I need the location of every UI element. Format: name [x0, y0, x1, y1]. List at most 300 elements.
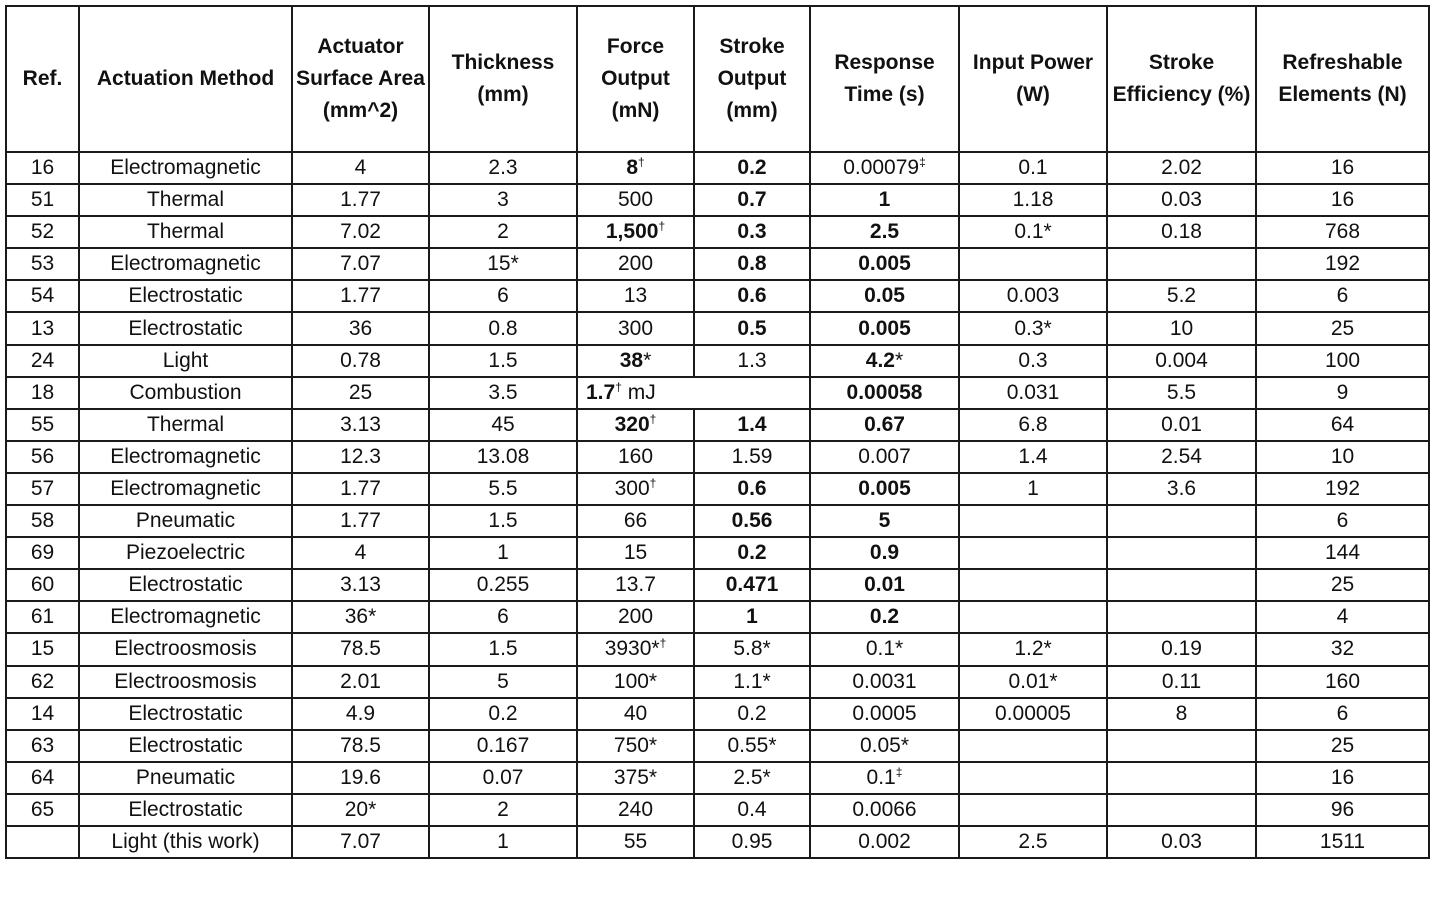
cell-thickness — [429, 505, 577, 537]
cell-value: 32 — [1330, 637, 1355, 661]
cell-suffix: * — [643, 348, 652, 372]
cell-response-time — [810, 505, 959, 537]
table-row — [6, 505, 1429, 537]
footnote-mark: † — [649, 475, 657, 490]
cell-stroke-efficiency — [1107, 377, 1256, 409]
cell-ref — [6, 345, 79, 377]
cell-force-output — [577, 794, 694, 826]
cell-value: 18 — [30, 380, 55, 404]
cell-value: 100 — [1324, 348, 1361, 372]
cell-surface-area — [292, 441, 429, 473]
cell-force-output — [577, 377, 810, 409]
cell-actuation-method — [79, 216, 292, 248]
cell-value: 1511 — [1319, 830, 1366, 854]
cell-ref — [6, 601, 79, 633]
cell-value: 1.18 — [1012, 188, 1054, 212]
cell-value: 0.03 — [1161, 188, 1202, 212]
cell-input-power — [959, 826, 1107, 858]
cell-input-power — [959, 152, 1107, 184]
cell-value: 0.031 — [1006, 380, 1060, 404]
cell-response-time — [810, 312, 959, 344]
cell-value: 1.77 — [340, 284, 381, 308]
cell-value: 1,500 — [605, 220, 659, 244]
cell-value: 0.78 — [340, 348, 381, 372]
cell-ref — [6, 152, 79, 184]
cell-value: 2.5* — [733, 765, 771, 789]
cell-value: 8 — [626, 156, 638, 180]
header-surface-area: Actuator Surface Area (mm^2) — [292, 6, 429, 152]
cell-force-output — [577, 826, 694, 858]
cell-value: 60 — [30, 573, 55, 597]
cell-value: 5.5 — [1166, 380, 1197, 404]
cell-surface-area — [292, 377, 429, 409]
cell-value: 36 — [348, 316, 373, 340]
cell-surface-area — [292, 216, 429, 248]
cell-surface-area — [292, 537, 429, 569]
cell-value: 53 — [30, 252, 55, 276]
cell-value: 0.01* — [1008, 669, 1058, 693]
cell-input-power — [959, 569, 1107, 601]
cell-refreshable-elements — [1256, 248, 1429, 280]
cell-value: Electromagnetic — [110, 476, 261, 500]
cell-stroke-efficiency — [1107, 184, 1256, 216]
cell-response-time — [810, 762, 959, 794]
cell-value: 55 — [30, 412, 55, 436]
cell-thickness — [429, 537, 577, 569]
cell-thickness — [429, 569, 577, 601]
cell-thickness — [429, 441, 577, 473]
cell-value: 25 — [348, 380, 373, 404]
cell-stroke-efficiency — [1107, 505, 1256, 537]
cell-value: 5 — [878, 509, 891, 533]
cell-input-power — [959, 537, 1107, 569]
cell-value: 2.02 — [1161, 156, 1202, 180]
cell-refreshable-elements — [1256, 377, 1429, 409]
cell-value: 6 — [1336, 701, 1349, 725]
cell-value: 768 — [1324, 220, 1361, 244]
cell-value: 375* — [613, 765, 658, 789]
cell-stroke-output — [694, 505, 810, 537]
table-row — [6, 441, 1429, 473]
cell-value: 3 — [497, 188, 509, 212]
cell-value: 0.1* — [865, 637, 904, 661]
cell-value: 8 — [1175, 701, 1188, 725]
cell-thickness — [429, 473, 577, 505]
cell-value: 0.56 — [731, 509, 773, 533]
actuator-comparison-table — [5, 5, 1430, 859]
cell-actuation-method — [79, 505, 292, 537]
cell-response-time — [810, 184, 959, 216]
cell-value: 58 — [30, 509, 55, 533]
cell-value: 2 — [497, 797, 509, 821]
cell-stroke-output — [694, 537, 810, 569]
cell-value: 4 — [354, 541, 367, 565]
cell-stroke-efficiency — [1107, 280, 1256, 312]
cell-ref — [6, 698, 79, 730]
cell-value: Electrostatic — [128, 573, 243, 597]
cell-response-time — [810, 473, 959, 505]
cell-value: 1.5 — [488, 637, 518, 661]
cell-stroke-output — [694, 666, 810, 698]
cell-response-time — [810, 537, 959, 569]
cell-value: 1 — [497, 830, 509, 854]
table-row — [6, 762, 1429, 794]
cell-actuation-method — [79, 730, 292, 762]
cell-stroke-efficiency — [1107, 248, 1256, 280]
cell-value: 0.11 — [1161, 669, 1202, 693]
cell-stroke-efficiency — [1107, 569, 1256, 601]
cell-value: 25 — [1330, 573, 1355, 597]
cell-value: 6 — [497, 605, 509, 629]
cell-actuation-method — [79, 441, 292, 473]
cell-value: 4.2 — [865, 348, 895, 372]
cell-stroke-efficiency — [1107, 601, 1256, 633]
cell-ref — [6, 537, 79, 569]
cell-value: 0.00058 — [846, 380, 923, 404]
cell-value: 36* — [344, 605, 377, 629]
cell-stroke-output — [694, 473, 810, 505]
cell-value: 5.2 — [1166, 284, 1197, 308]
cell-surface-area — [292, 248, 429, 280]
cell-value: 1.4 — [737, 412, 767, 436]
table-row — [6, 409, 1429, 441]
cell-value: 13.08 — [476, 444, 530, 468]
table-row — [6, 698, 1429, 730]
cell-surface-area — [292, 698, 429, 730]
cell-ref — [6, 409, 79, 441]
cell-refreshable-elements — [1256, 280, 1429, 312]
cell-refreshable-elements — [1256, 216, 1429, 248]
cell-value: 9 — [1336, 380, 1349, 404]
cell-value: 16 — [1330, 765, 1355, 789]
cell-stroke-efficiency — [1107, 473, 1256, 505]
cell-value: Electrostatic — [128, 733, 243, 757]
cell-value: Electrostatic — [128, 797, 243, 821]
cell-value: 500 — [617, 188, 654, 212]
cell-response-time — [810, 601, 959, 633]
cell-refreshable-elements — [1256, 409, 1429, 441]
cell-ref — [6, 473, 79, 505]
cell-surface-area — [292, 601, 429, 633]
cell-value: 40 — [623, 701, 648, 725]
cell-value: 0.95 — [731, 830, 773, 854]
cell-value: 78.5 — [340, 637, 381, 661]
header-ref: Ref. — [6, 6, 79, 152]
cell-thickness — [429, 280, 577, 312]
cell-stroke-output — [694, 601, 810, 633]
cell-value: 45 — [491, 412, 515, 436]
cell-ref — [6, 633, 79, 665]
table-row — [6, 633, 1429, 665]
cell-value: 0.6 — [737, 284, 767, 308]
cell-thickness — [429, 826, 577, 858]
cell-value: 5 — [497, 669, 509, 693]
cell-suffix: * — [895, 348, 904, 372]
cell-stroke-output — [694, 441, 810, 473]
cell-value: 5.5 — [488, 476, 518, 500]
cell-thickness — [429, 312, 577, 344]
cell-value: 0.255 — [476, 573, 530, 597]
cell-stroke-efficiency — [1107, 826, 1256, 858]
cell-value: 0.0005 — [852, 701, 917, 725]
cell-value: 3.6 — [1166, 476, 1197, 500]
cell-value: 0.2 — [869, 605, 900, 629]
cell-value: 25 — [1330, 733, 1355, 757]
table-row — [6, 377, 1429, 409]
cell-value: 1.77 — [340, 509, 381, 533]
cell-value: 6 — [1336, 284, 1349, 308]
cell-surface-area — [292, 569, 429, 601]
cell-value: 63 — [30, 733, 55, 757]
cell-value: 0.005 — [858, 476, 911, 500]
cell-refreshable-elements — [1256, 794, 1429, 826]
cell-stroke-output — [694, 730, 810, 762]
cell-input-power — [959, 762, 1107, 794]
cell-ref — [6, 826, 79, 858]
cell-value: Combustion — [129, 380, 242, 404]
cell-actuation-method — [79, 152, 292, 184]
cell-suffix: mJ — [621, 380, 656, 404]
cell-thickness — [429, 409, 577, 441]
cell-stroke-output — [694, 248, 810, 280]
cell-value: 57 — [30, 476, 55, 500]
cell-stroke-output — [694, 794, 810, 826]
table-row — [6, 312, 1429, 344]
cell-value: Electromagnetic — [110, 156, 261, 180]
cell-actuation-method — [79, 280, 292, 312]
header-row — [6, 6, 1429, 152]
cell-thickness — [429, 248, 577, 280]
cell-response-time — [810, 698, 959, 730]
cell-surface-area — [292, 730, 429, 762]
cell-value: 0.3 — [737, 220, 767, 244]
cell-value: 1.77 — [340, 476, 381, 500]
cell-value: 0.00079 — [843, 156, 920, 180]
cell-input-power — [959, 280, 1107, 312]
cell-actuation-method — [79, 537, 292, 569]
cell-force-output — [577, 666, 694, 698]
cell-value: 15 — [623, 541, 648, 565]
cell-thickness — [429, 601, 577, 633]
cell-stroke-output — [694, 312, 810, 344]
cell-value: 3.5 — [488, 380, 518, 404]
cell-value: 1.3 — [737, 348, 767, 372]
table-row — [6, 730, 1429, 762]
cell-value: 2.5 — [869, 220, 900, 244]
cell-response-time — [810, 377, 959, 409]
cell-ref — [6, 794, 79, 826]
cell-value: 0.0031 — [852, 669, 917, 693]
cell-value: 51 — [30, 188, 55, 212]
cell-surface-area — [292, 633, 429, 665]
cell-refreshable-elements — [1256, 473, 1429, 505]
cell-value: 4 — [354, 156, 367, 180]
cell-value: 0.167 — [476, 733, 530, 757]
cell-actuation-method — [79, 794, 292, 826]
cell-ref — [6, 280, 79, 312]
cell-refreshable-elements — [1256, 730, 1429, 762]
cell-thickness — [429, 216, 577, 248]
cell-value: 2.3 — [488, 156, 518, 180]
cell-actuation-method — [79, 633, 292, 665]
cell-value: 1.7 — [586, 380, 616, 404]
cell-thickness — [429, 762, 577, 794]
cell-value: 16 — [30, 156, 55, 180]
cell-value: 1.77 — [340, 188, 381, 212]
cell-value: Electroosmosis — [114, 637, 257, 661]
cell-stroke-output — [694, 633, 810, 665]
cell-force-output — [577, 762, 694, 794]
table-row — [6, 152, 1429, 184]
cell-response-time — [810, 152, 959, 184]
cell-thickness — [429, 184, 577, 216]
cell-actuation-method — [79, 248, 292, 280]
cell-stroke-output — [694, 698, 810, 730]
cell-ref — [6, 377, 79, 409]
cell-surface-area — [292, 794, 429, 826]
cell-value: 200 — [617, 252, 654, 276]
cell-value: 0.6 — [737, 476, 767, 500]
cell-force-output — [577, 312, 694, 344]
cell-value: Electrostatic — [128, 316, 243, 340]
cell-value: Thermal — [146, 188, 225, 212]
cell-actuation-method — [79, 473, 292, 505]
cell-value: Electromagnetic — [110, 252, 261, 276]
cell-force-output — [577, 248, 694, 280]
cell-value: 0.05 — [864, 284, 905, 308]
cell-value: 6 — [497, 284, 509, 308]
cell-thickness — [429, 698, 577, 730]
cell-value: 0.2 — [737, 701, 767, 725]
cell-actuation-method — [79, 666, 292, 698]
cell-value: 320 — [614, 412, 650, 436]
cell-value: 0.00005 — [995, 701, 1071, 725]
cell-value: 1.4 — [1018, 444, 1048, 468]
table-row — [6, 248, 1429, 280]
cell-value: 1.5 — [488, 348, 518, 372]
cell-value: 78.5 — [340, 733, 381, 757]
comparison-table-container — [5, 5, 1430, 859]
cell-input-power — [959, 794, 1107, 826]
cell-force-output — [577, 152, 694, 184]
cell-value: 0.1 — [1018, 156, 1048, 180]
cell-value: 38 — [619, 348, 644, 372]
cell-actuation-method — [79, 184, 292, 216]
cell-value: Thermal — [146, 412, 225, 436]
cell-stroke-efficiency — [1107, 312, 1256, 344]
cell-value: 0.67 — [864, 412, 905, 436]
cell-value: 16 — [1330, 156, 1355, 180]
cell-actuation-method — [79, 312, 292, 344]
cell-thickness — [429, 345, 577, 377]
footnote-mark: † — [615, 379, 622, 394]
cell-actuation-method — [79, 826, 292, 858]
header-stroke-output: Stroke Output (mm) — [694, 6, 810, 152]
cell-thickness — [429, 794, 577, 826]
cell-force-output — [577, 280, 694, 312]
cell-value: 6 — [1336, 509, 1349, 533]
cell-stroke-efficiency — [1107, 409, 1256, 441]
cell-response-time — [810, 248, 959, 280]
cell-surface-area — [292, 280, 429, 312]
cell-value: 6.8 — [1018, 412, 1048, 436]
cell-force-output — [577, 601, 694, 633]
cell-stroke-output — [694, 826, 810, 858]
cell-value: 3.13 — [340, 412, 381, 436]
header-force-output: Force Output (mN) — [577, 6, 694, 152]
footnote-mark: ‡ — [919, 155, 926, 170]
cell-value: 0.4 — [737, 797, 767, 821]
cell-input-power — [959, 184, 1107, 216]
cell-refreshable-elements — [1256, 762, 1429, 794]
cell-value: 160 — [1324, 669, 1361, 693]
cell-thickness — [429, 730, 577, 762]
cell-thickness — [429, 377, 577, 409]
header-response-time: Response Time (s) — [810, 6, 959, 152]
header-stroke-efficiency: Stroke Efficiency (%) — [1107, 6, 1256, 152]
cell-refreshable-elements — [1256, 569, 1429, 601]
cell-value: 62 — [30, 669, 55, 693]
cell-value: 0.3 — [1018, 348, 1048, 372]
cell-value: 144 — [1324, 541, 1361, 565]
table-row — [6, 345, 1429, 377]
cell-stroke-output — [694, 762, 810, 794]
cell-value: 1.2* — [1014, 637, 1052, 661]
cell-force-output — [577, 698, 694, 730]
cell-actuation-method — [79, 698, 292, 730]
cell-stroke-efficiency — [1107, 537, 1256, 569]
cell-actuation-method — [79, 601, 292, 633]
cell-value: Electromagnetic — [110, 444, 261, 468]
table-row — [6, 280, 1429, 312]
cell-value: 25 — [1330, 316, 1355, 340]
cell-value: 64 — [30, 765, 55, 789]
cell-input-power — [959, 216, 1107, 248]
cell-ref — [6, 216, 79, 248]
cell-value: 12.3 — [340, 444, 381, 468]
cell-value: 0.07 — [482, 765, 524, 789]
cell-response-time — [810, 216, 959, 248]
cell-actuation-method — [79, 569, 292, 601]
cell-value: 2.54 — [1161, 444, 1202, 468]
cell-value: 0.2 — [737, 541, 767, 565]
cell-value: 0.9 — [869, 541, 900, 565]
cell-force-output — [577, 184, 694, 216]
cell-value: 1 — [1027, 476, 1039, 500]
cell-value: 56 — [30, 444, 55, 468]
cell-value: 19.6 — [340, 765, 381, 789]
header-actuation-method: Actuation Method — [79, 6, 292, 152]
table-row — [6, 666, 1429, 698]
cell-response-time — [810, 666, 959, 698]
footnote-mark: † — [658, 219, 666, 234]
cell-response-time — [810, 794, 959, 826]
table-row — [6, 537, 1429, 569]
cell-response-time — [810, 569, 959, 601]
cell-value: 1.1* — [733, 669, 771, 693]
cell-input-power — [959, 601, 1107, 633]
cell-value: 0.19 — [1161, 637, 1202, 661]
cell-value: 0.1* — [1014, 220, 1052, 244]
cell-value: 16 — [1330, 188, 1355, 212]
cell-value: 0.005 — [858, 252, 911, 276]
cell-refreshable-elements — [1256, 441, 1429, 473]
cell-value: 2.5 — [1018, 830, 1048, 854]
cell-value: 0.03 — [1161, 830, 1202, 854]
cell-stroke-efficiency — [1107, 633, 1256, 665]
cell-force-output — [577, 345, 694, 377]
table-body — [6, 152, 1429, 858]
